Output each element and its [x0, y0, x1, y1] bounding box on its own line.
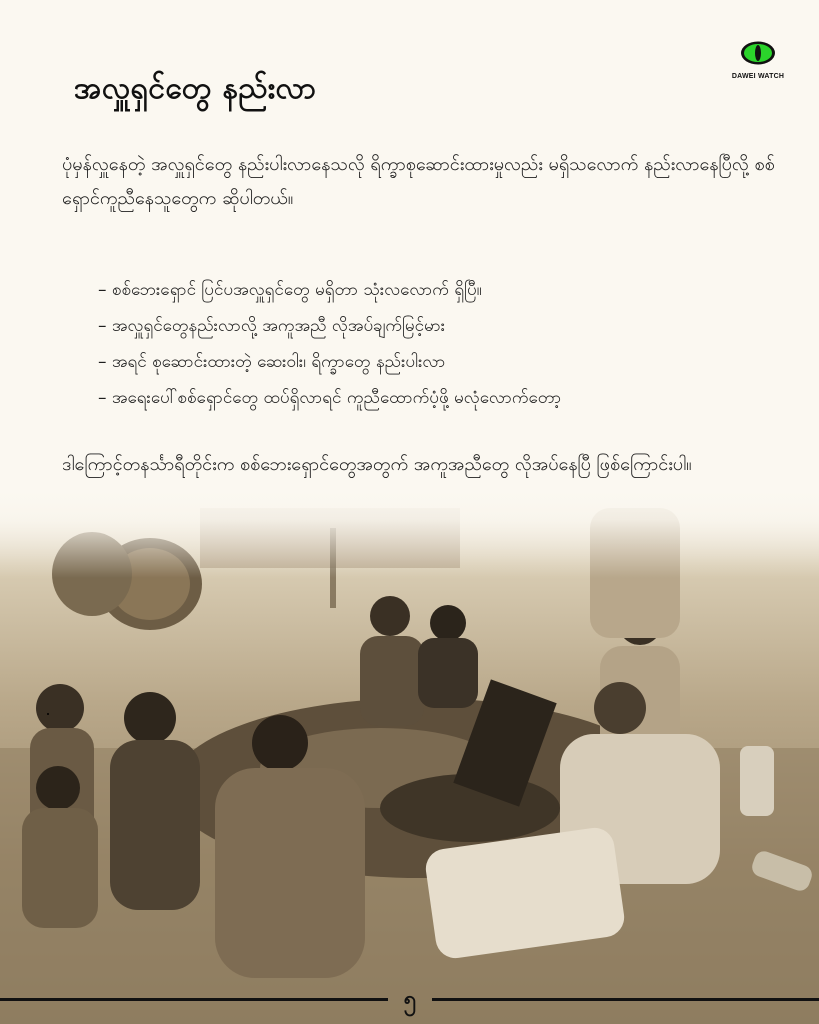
list-item: – စစ်ဘေးရှောင် ပြင်ပအလှူရှင်တွေ မရှိတာ သုံးလလောက် ရှိပြီ။: [98, 280, 482, 300]
photo-fade-overlay: [0, 488, 819, 578]
page-number: ၅: [403, 987, 417, 1012]
dawei-watch-logo: [728, 40, 788, 90]
footer-divider-right: [432, 998, 819, 1001]
footer-divider-left: [0, 998, 388, 1001]
intro-paragraph: ပုံမှန်လှူနေတဲ့ အလှူရှင်တွေ နည်းပါးလာနေသလို ရိက္ခာစုဆောင်းထားမှုလည်း မရှိသလောက် နည်းလာနေပြီလို့ စစ်ရှောင်ကူညီနေသူတွေက ဆိုပါတယ်။: [62, 154, 775, 209]
page-title: အလှူရှင်တွေ နည်းလာ: [74, 71, 317, 106]
list-item: – အလှူရှင်တွေနည်းလာလို့ အကူအညီ လိုအပ်ချက်မြင့်မား: [98, 316, 446, 336]
list-item: – အရေးပေါ်စစ်ရှောင်တွေ ထပ်ရှိလာရင် ကူညီထောက်ပံ့ဖို့ မလုံလောက်တော့: [98, 388, 562, 408]
logo-text: DAWEI WATCH: [731, 73, 785, 80]
bullet-list: [98, 272, 778, 416]
green-eye-icon: [740, 40, 776, 66]
list-item: – အရင် စုဆောင်းထားတဲ့ ဆေးဝါး၊ ရိက္ခာတွေ နည်းပါးလာ: [98, 352, 446, 372]
closing-paragraph: ဒါကြောင့်တနင်္သာရီတိုင်းက စစ်ဘေးရှောင်တွေအတွက် အကူအညီတွေ လိုအပ်နေပြီ ဖြစ်ကြောင်းပါ။: [62, 454, 692, 475]
